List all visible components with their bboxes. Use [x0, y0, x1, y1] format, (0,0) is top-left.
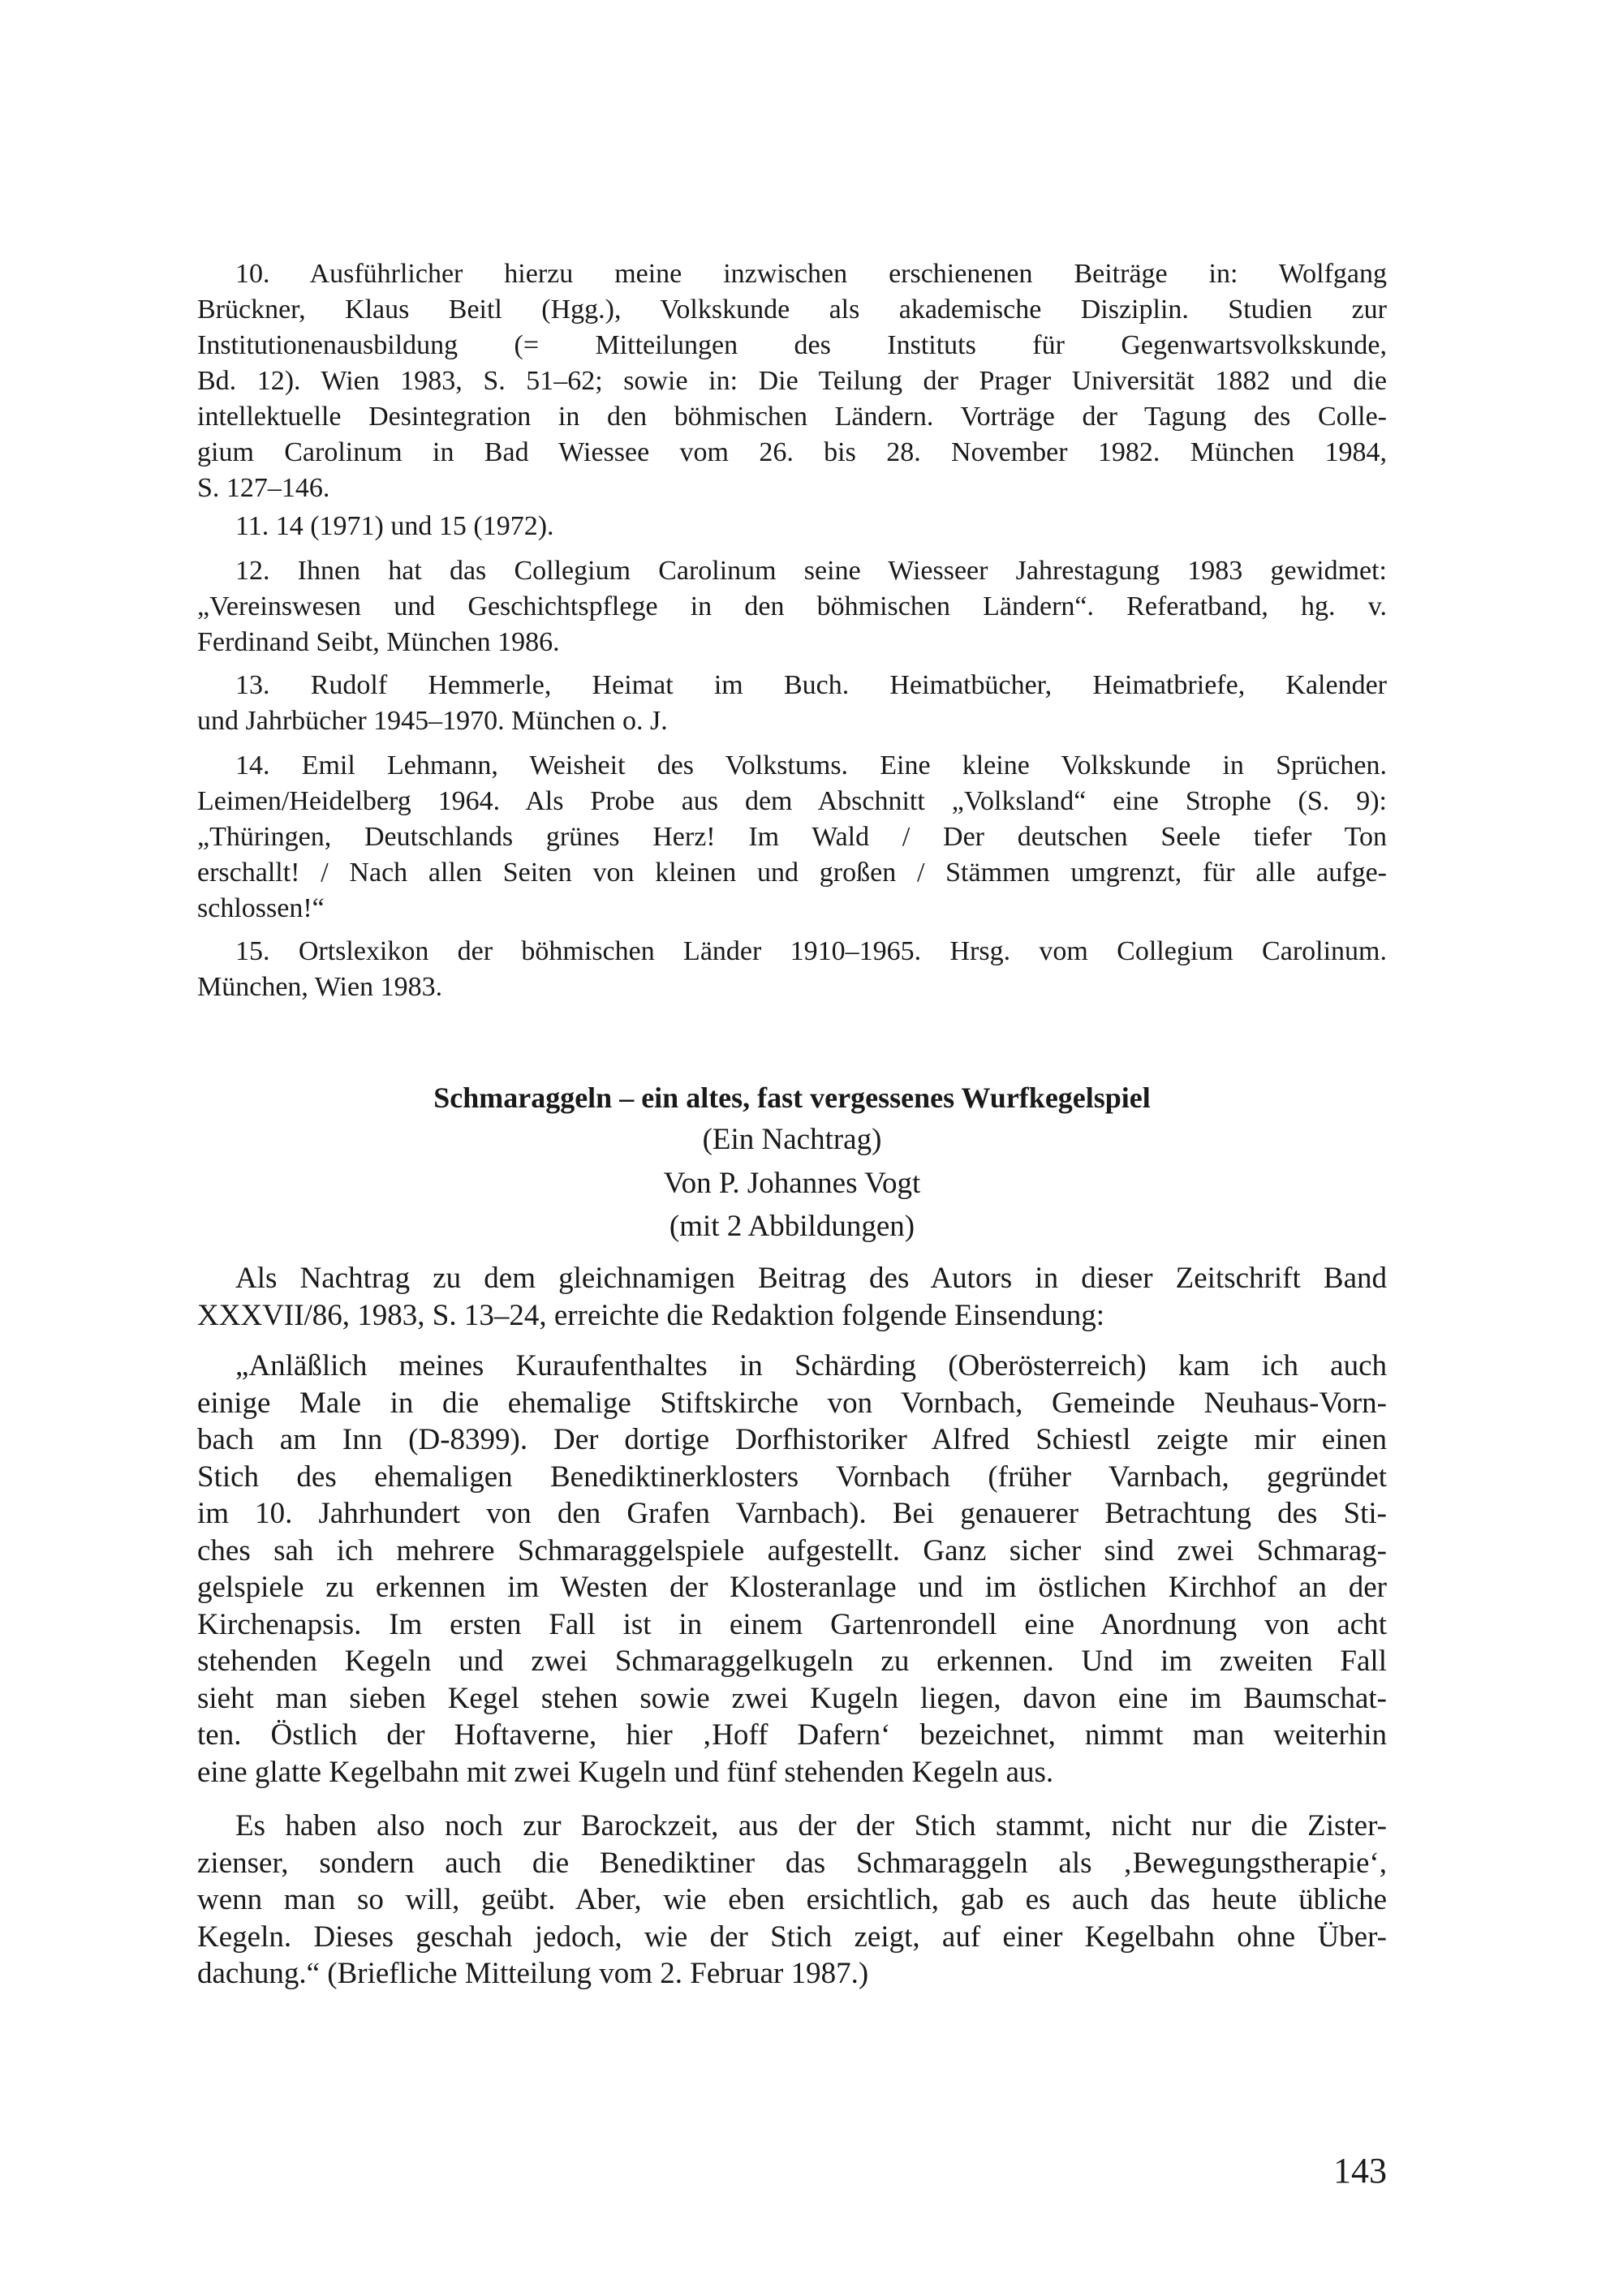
text-line: erschallt! / Nach allen Seiten von kleinen und großen / Stämmen umgrenzt, für alle aufge- — [197, 858, 1387, 888]
text-line: „Thüringen, Deutschlands grünes Herz! Im Wald / Der deutschen Seele tiefer Ton — [197, 822, 1387, 852]
text-line: 12. Ihnen hat das Collegium Carolinum seine Wiesseer Jahrestagung 1983 gewidmet: — [235, 556, 1387, 586]
text-line: „Vereinswesen und Geschichtspflege in den böhmischen Ländern“. Referatband, hg. v. — [197, 591, 1387, 621]
text-line: schlossen!“ — [197, 893, 325, 923]
article-title: Schmaraggeln – ein altes, fast vergessenes Wurfkegelspiel — [433, 1081, 1151, 1114]
text-line: gelspiele zu erkennen im Westen der Klosteranlage und im östlichen Kirchhof an der — [197, 1571, 1387, 1604]
text-line: „Anläßlich meines Kuraufenthaltes in Schärding (Oberösterreich) kam ich auch — [235, 1349, 1387, 1382]
text-line: zienser, sondern auch die Benediktiner das Schmaraggeln als ‚Bewegungstherapie‘, — [197, 1846, 1387, 1880]
footnote — [197, 668, 1387, 739]
text-line: 13. Rudolf Hemmerle, Heimat im Buch. Heimatbücher, Heimatbriefe, Kalender — [235, 670, 1387, 700]
text-line: Stich des ehemaligen Benediktinerklosters Vornbach (früher Varnbach, gegründet — [197, 1460, 1387, 1494]
text-line: 14. Emil Lehmann, Weisheit des Volkstums. Eine kleine Volkskunde in Sprüchen. — [235, 750, 1387, 780]
text-line: intellektuelle Desintegration in den böhmischen Ländern. Vorträge der Tagung des Colle- — [197, 402, 1387, 432]
text-line: stehenden Kegeln und zwei Schmaraggelkugeln zu erkennen. Und im zweiten Fall — [197, 1645, 1387, 1678]
paragraph — [197, 1808, 1387, 1993]
text-line: 11. 14 (1971) und 15 (1972). — [235, 511, 554, 541]
footnote — [197, 256, 1387, 506]
text-line: im 10. Jahrhundert von den Grafen Varnbach). Bei genauerer Betrachtung des Sti- — [197, 1497, 1387, 1530]
text-line: dachung.“ (Briefliche Mitteilung vom 2. Februar 1987.) — [197, 1957, 869, 1990]
text-line: Es haben also noch zur Barockzeit, aus der der Stich stammt, nicht nur die Zister- — [235, 1809, 1387, 1842]
article-note: (mit 2 Abbildungen) — [669, 1210, 915, 1243]
text-line: Leimen/Heidelberg 1964. Als Probe aus dem Abschnitt „Volksland“ eine Strophe (S. 9): — [197, 786, 1387, 816]
text-line: bach am Inn (D-8399). Der dortige Dorfhistoriker Alfred Schiestl zeigte mir einen — [197, 1423, 1387, 1456]
text-line: sieht man sieben Kegel stehen sowie zwei Kugeln liegen, davon eine im Baumschat- — [197, 1681, 1387, 1715]
text-line: eine glatte Kegelbahn mit zwei Kugeln und fünf stehenden Kegeln aus. — [197, 1755, 1054, 1789]
text-line: gium Carolinum in Bad Wiessee vom 26. bis 28. November 1982. München 1984, — [197, 437, 1387, 467]
text-line: einige Male in die ehemalige Stiftskirche von Vornbach, Gemeinde Neuhaus-Vorn- — [197, 1386, 1387, 1420]
text-line: Ferdinand Seibt, München 1986. — [197, 627, 560, 657]
paragraph — [197, 1348, 1387, 1791]
footnote — [197, 553, 1387, 660]
text-line: XXXVII/86, 1983, S. 13–24, erreichte die Redaktion folgende Einsendung: — [197, 1298, 1104, 1332]
text-line: Als Nachtrag zu dem gleichnamigen Beitrag des Autors in dieser Zeitschrift Band — [235, 1262, 1387, 1295]
text-line: Kirchenapsis. Im ersten Fall ist in einem Gartenrondell eine Anordnung von acht — [197, 1607, 1387, 1641]
footnote — [197, 934, 1387, 1005]
article-subtitle: (Ein Nachtrag) — [702, 1123, 882, 1156]
article-author: Von P. Johannes Vogt — [663, 1167, 921, 1200]
text-line: 10. Ausführlicher hierzu meine inzwischen erschienenen Beiträge in: Wolfgang — [235, 259, 1387, 289]
text-line: Institutionenausbildung (= Mitteilungen des Instituts für Gegenwartsvolkskunde, — [197, 330, 1387, 360]
text-line: 15. Ortslexikon der böhmischen Länder 1910–1965. Hrsg. vom Collegium Carolinum. — [235, 936, 1387, 966]
text-line: ches sah ich mehrere Schmaraggelspiele aufgestellt. Ganz sicher sind zwei Schmarag- — [197, 1533, 1387, 1567]
text-line: Brückner, Klaus Beitl (Hgg.), Volkskunde als akademische Disziplin. Studien zur — [197, 295, 1387, 325]
text-line: wenn man so will, geübt. Aber, wie eben ersichtlich, gab es auch das heute übliche — [197, 1883, 1387, 1916]
footnote — [197, 509, 1387, 544]
text-line: und Jahrbücher 1945–1970. München o. J. — [197, 706, 668, 736]
text-line: ten. Östlich der Hoftaverne, hier ‚Hoff Dafern‘ bezeichnet, nimmt man weiterhin — [197, 1718, 1387, 1752]
text-line: Bd. 12). Wien 1983, S. 51–62; sowie in: Die Teilung der Prager Universität 1882 und die — [197, 366, 1387, 396]
text-line: Kegeln. Dieses geschah jedoch, wie der Stich zeigt, auf einer Kegelbahn ohne Über- — [197, 1920, 1387, 1954]
paragraph — [197, 1260, 1387, 1334]
text-line: S. 127–146. — [197, 473, 330, 503]
page-number: 143 — [1333, 2151, 1387, 2191]
footnote — [197, 748, 1387, 927]
article-heading — [197, 1080, 1387, 1245]
text-line: München, Wien 1983. — [197, 972, 443, 1002]
